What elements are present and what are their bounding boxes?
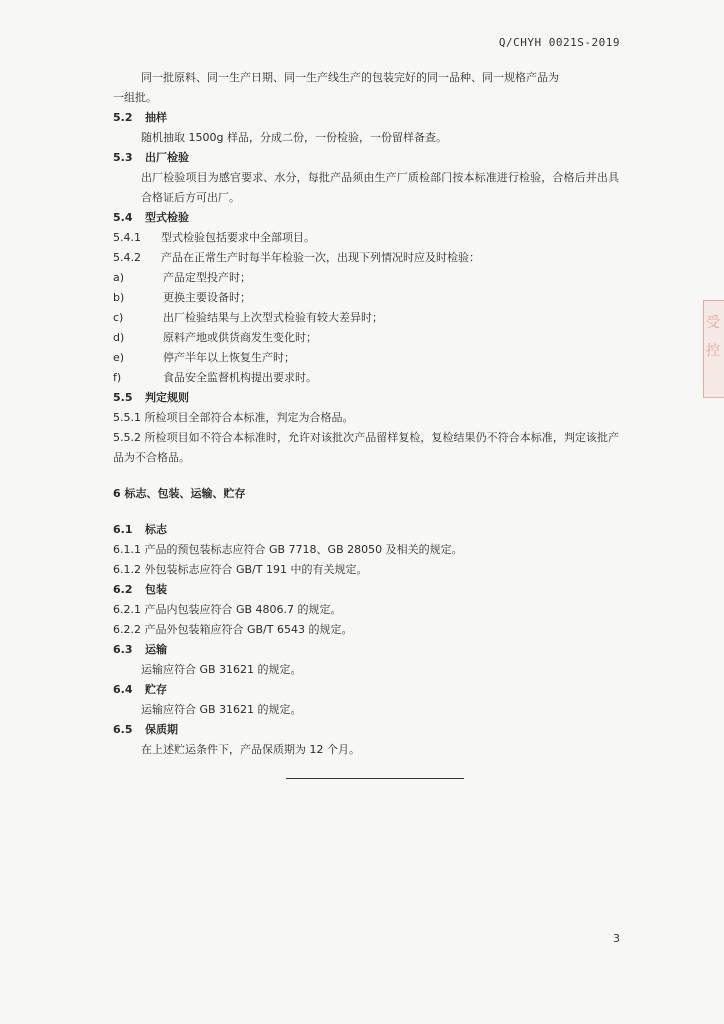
clause: 6.1.2 外包装标志应符合 GB/T 191 中的有关规定。: [113, 563, 368, 576]
section-heading: [113, 388, 619, 408]
section-heading: [113, 720, 619, 740]
section-title: 保质期: [145, 723, 178, 736]
paragraph: 随机抽取 1500g 样品，分成二份，一份检验，一份留样备查。: [141, 131, 447, 144]
section-number: 5.5: [113, 391, 133, 404]
clause-text: 型式检验包括要求中全部项目。: [161, 231, 315, 244]
list-label: e): [113, 351, 125, 364]
list-label: b): [113, 291, 125, 304]
list-label: f): [113, 371, 122, 384]
list-text: 停产半年以上恢复生产时；: [163, 351, 295, 364]
list-text: 更换主要设备时；: [163, 291, 251, 304]
list-text: 原料产地或供货商发生变化时；: [163, 331, 317, 344]
list-text: 出厂检验结果与上次型式检验有较大差异时；: [163, 311, 383, 324]
chapter-heading: 6 标志、包装、运输、贮存: [113, 487, 246, 500]
clause: 5.5.2 所检项目如不符合本标准时，允许对该批次产品留样复检，复检结果仍不符合本标准，判定该批产品为不合格品。: [113, 431, 619, 464]
section-title: 标志: [145, 523, 167, 536]
section-title: 判定规则: [145, 391, 189, 404]
paragraph: 同一批原料、同一生产日期、同一生产线生产的包装完好的同一品种、同一规格产品为: [141, 71, 559, 84]
section-heading: [113, 148, 619, 168]
list-text: 食品安全监督机构提出要求时。: [163, 371, 317, 384]
end-rule: [286, 778, 464, 779]
section-number: 5.3: [113, 151, 133, 164]
document-body: [113, 68, 619, 760]
clause: 6.2.1 产品内包装应符合 GB 4806.7 的规定。: [113, 603, 342, 616]
section-heading: [113, 208, 619, 228]
list-label: d): [113, 331, 125, 344]
list-item: [113, 368, 619, 388]
section-title: 贮存: [145, 683, 167, 696]
list-item: [113, 348, 619, 368]
section-number: 6.4: [113, 683, 133, 696]
section-number: 5.2: [113, 111, 133, 124]
paragraph: 运输应符合 GB 31621 的规定。: [141, 663, 302, 676]
section-number: 6.3: [113, 643, 133, 656]
section-heading: [113, 640, 619, 660]
clause-number: 5.4.1: [113, 231, 141, 244]
clause-text: 产品在正常生产时每半年检验一次，出现下列情况时应及时检验：: [161, 251, 480, 264]
clause: 5.5.1 所检项目全部符合本标准，判定为合格品。: [113, 411, 354, 424]
list-item: [113, 268, 619, 288]
section-heading: [113, 580, 619, 600]
section-title: 包装: [145, 583, 167, 596]
section-heading: [113, 108, 619, 128]
list-item: [113, 308, 619, 328]
paragraph: 一组批。: [113, 91, 157, 104]
paragraph: 在上述贮运条件下，产品保质期为 12 个月。: [141, 743, 360, 756]
controlled-stamp: [703, 300, 724, 398]
list-label: c): [113, 311, 124, 324]
paragraph: 出厂检验项目为感官要求、水分，每批产品须由生产厂质检部门按本标准进行检验，合格后并出具合格证后方可出厂。: [141, 171, 619, 204]
paragraph: 运输应符合 GB 31621 的规定。: [141, 703, 302, 716]
standard-code: Q/CHYH 0021S-2019: [498, 36, 620, 49]
section-heading: [113, 680, 619, 700]
clause: [113, 228, 619, 248]
clause: [113, 248, 619, 268]
section-title: 运输: [145, 643, 167, 656]
section-number: 6.1: [113, 523, 133, 536]
section-title: 抽样: [145, 111, 167, 124]
page-number: 3: [613, 932, 620, 945]
section-number: 6.5: [113, 723, 133, 736]
list-text: 产品定型投产时；: [163, 271, 251, 284]
section-title: 出厂检验: [145, 151, 189, 164]
section-number: 6.2: [113, 583, 133, 596]
section-title: 型式检验: [145, 211, 189, 224]
section-number: 5.4: [113, 211, 133, 224]
stamp-text: 受 控: [706, 315, 720, 359]
clause: 6.1.1 产品的预包装标志应符合 GB 7718、GB 28050 及相关的规定。: [113, 543, 463, 556]
clause: 6.2.2 产品外包装箱应符合 GB/T 6543 的规定。: [113, 623, 353, 636]
section-heading: [113, 520, 619, 540]
clause-number: 5.4.2: [113, 251, 141, 264]
list-label: a): [113, 271, 125, 284]
list-item: [113, 328, 619, 348]
list-item: [113, 288, 619, 308]
